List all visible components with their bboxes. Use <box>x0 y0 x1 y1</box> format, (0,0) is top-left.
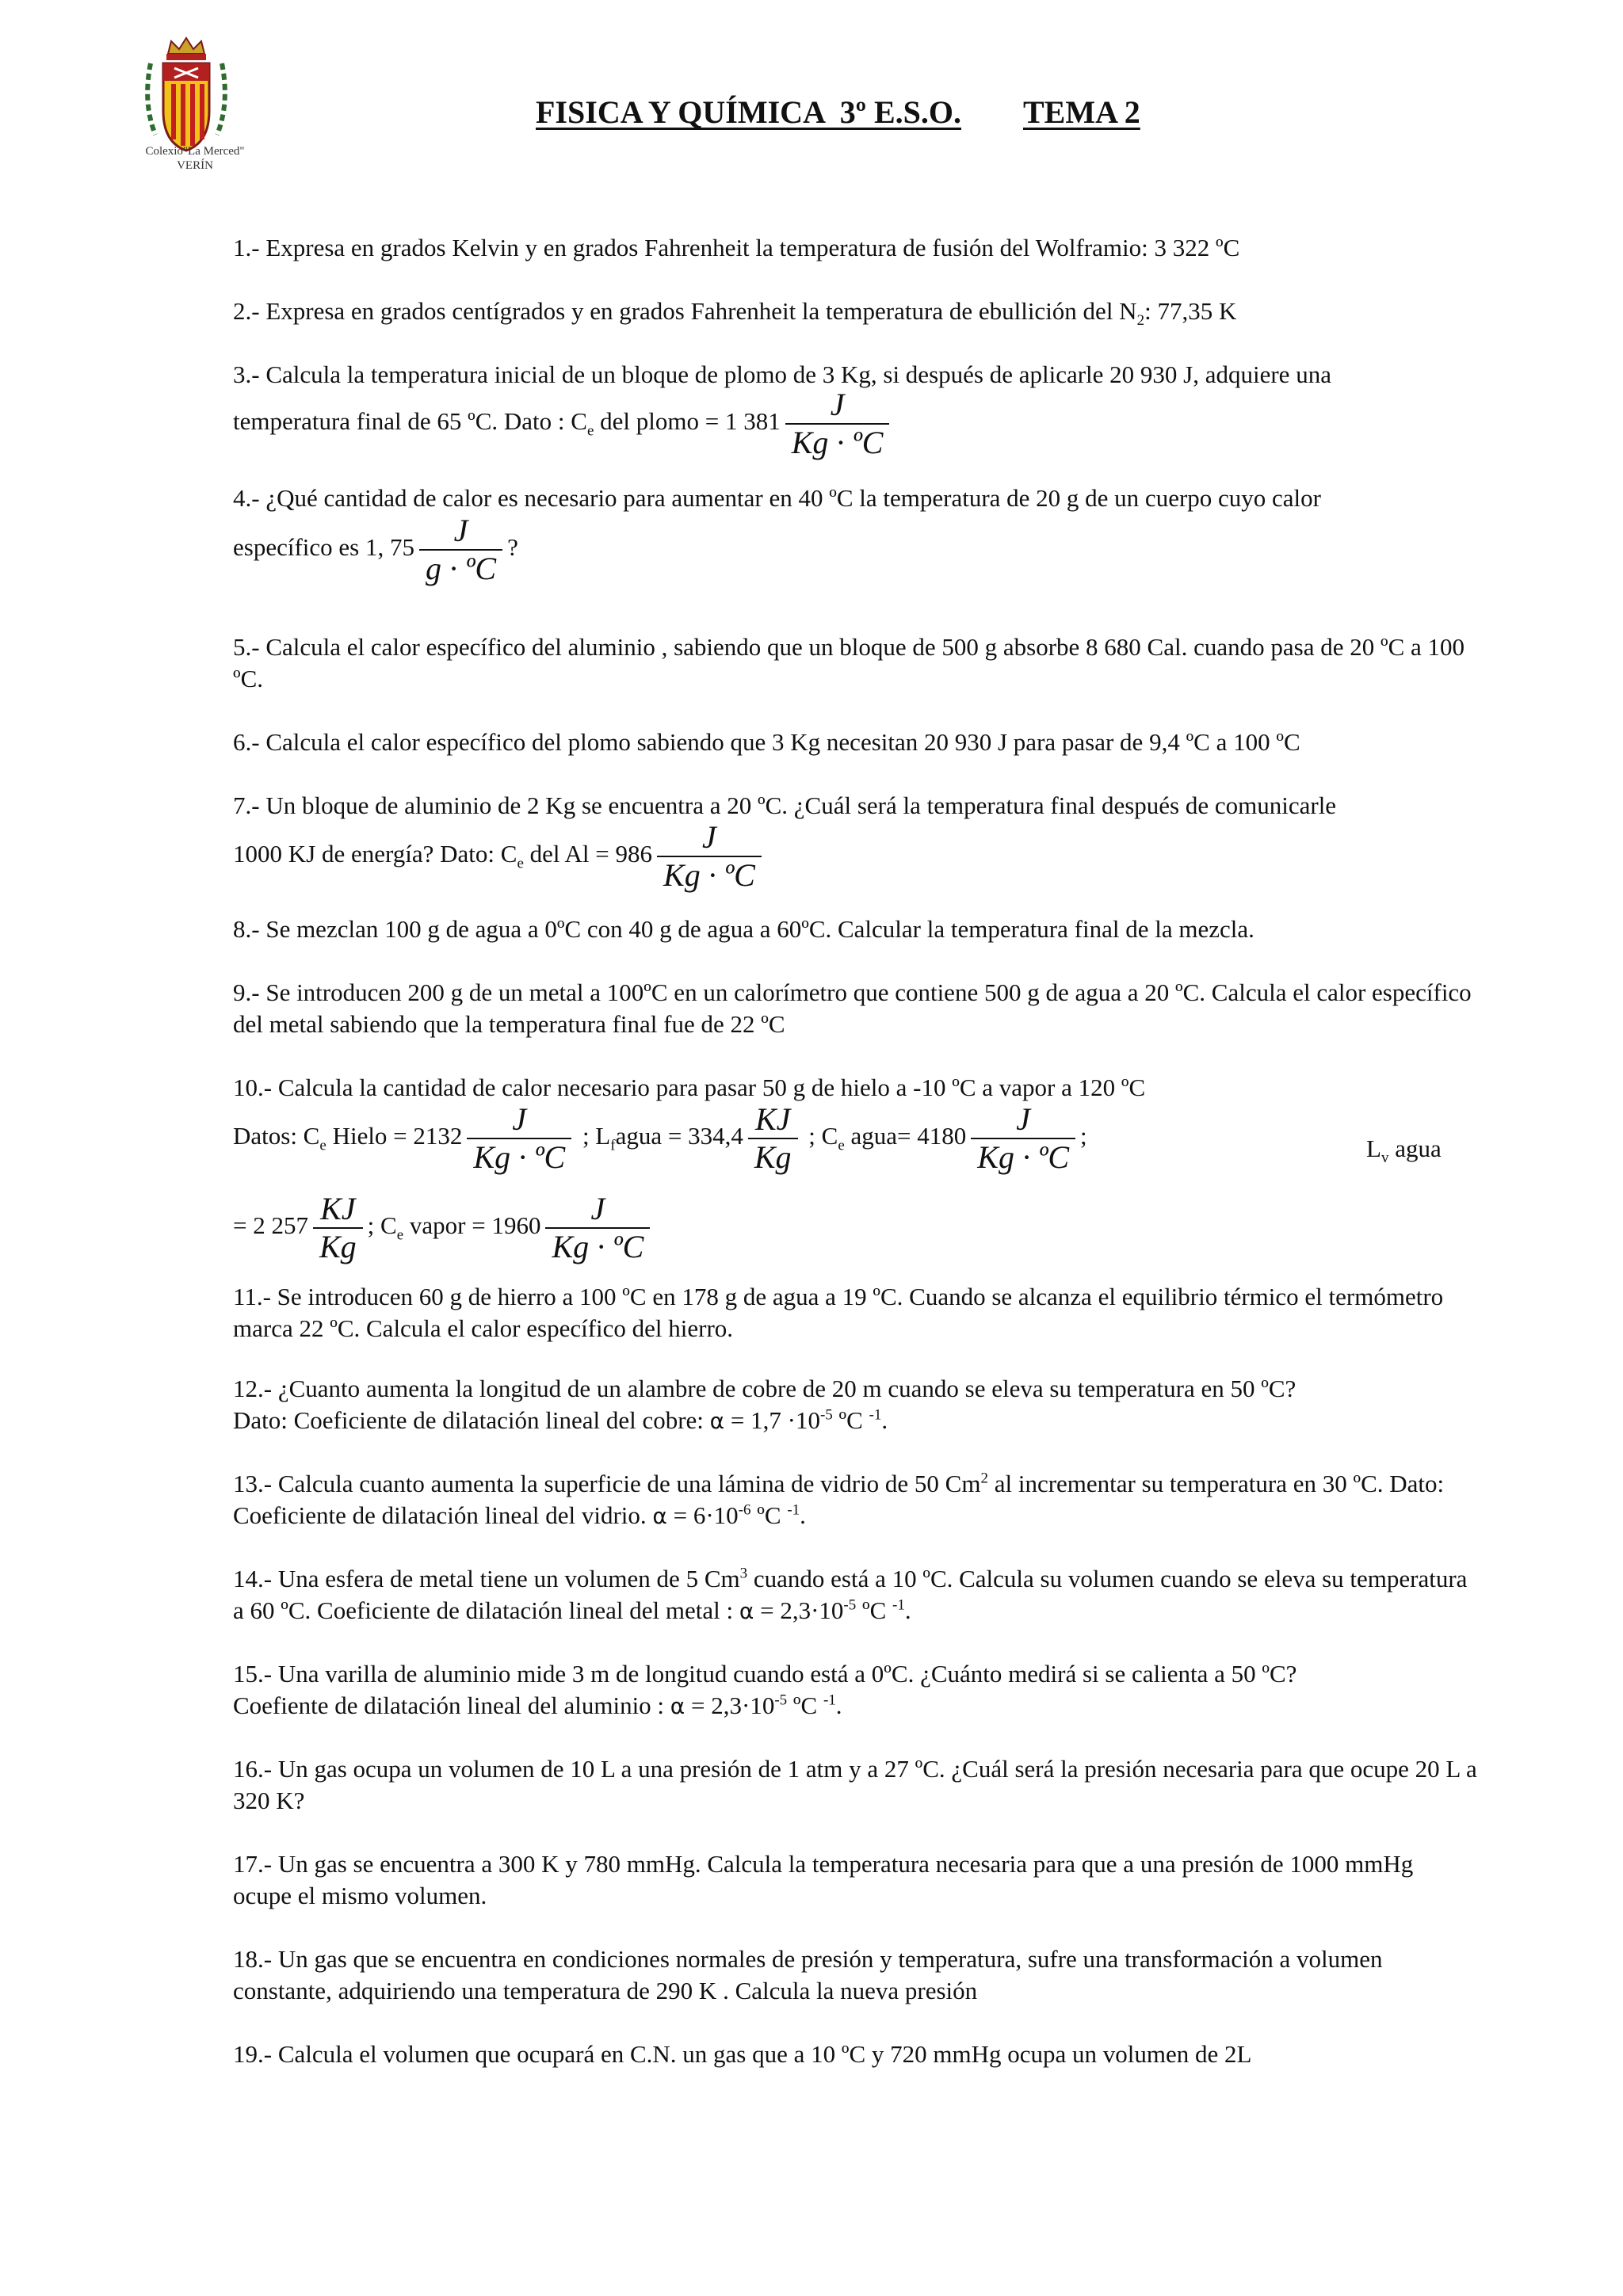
question-10-data-line-2: = 2 257 $\frac{KJ}{Kg}$ ; $C_e$ vapor = 1960 $\frac{J}{\text{Kg · ºC}}$ <box>233 1191 1477 1265</box>
question-10-line-1: 10.- Calcula la cantidad de calor necesario para pasar 50 g de hielo a -10 ºC a vapor a 120 ºC <box>233 1074 1146 1101</box>
question-10-data-line: Datos: $C_e$ Hielo = 2132 $\frac{J}{\text{Kg · ºC}}$ ; $L_fagua = 334,4$ $\frac{KJ}{Kg}$ ; $C_e$ agua= 4180 $\frac{J}{\text{Kg · ºC}}$ ; $L_v$ agua <box>233 1101 1442 1175</box>
question-14: 14.- Una esfera de metal tiene un volumen de 5 Cm$^3$ cuando está a 10 ºC. Calcula su volumen cuando se eleva su temperatura a 60 ºC. Coeficiente de dilatación lineal del metal : $\alpha = 2,3\cdot 10^{-5}$ ºC $^{-1}$. <box>233 1565 1468 1624</box>
question-12: 12.- ¿Cuanto aumenta la longitud de un alambre de cobre de 20 m cuando se eleva su temperatura en 50 ºC? Dato: Coeficiente de dilatación lineal del cobre: $\alpha = 1,7 \cdot 10^{-5}$ ºC $^{-1}$. <box>233 1375 1296 1434</box>
fraction-j-kg-c: $\frac{J}{\text{Kg · ºC}}$ <box>657 819 762 894</box>
question-19: 19.- Calcula el volumen que ocupará en C.N. un gas que a 10 ºC y 720 mmHg ocupa un volumen de 2L <box>233 2040 1252 2068</box>
question-11: 11.- Se introducen 60 g de hierro a 100 ºC en 178 g de agua a 19 ºC. Cuando se alcanza el equilibrio térmico el termómetro marca 22 ºC. Calcula el calor específico del hierro. <box>233 1283 1444 1342</box>
question-3-line-2: temperatura final de 65 ºC. Dato : $C_e$ del plomo = 1 381 $\frac{J}{\text{Kg · ºC}}$ <box>233 387 1477 461</box>
crown-icon <box>166 38 206 60</box>
question-4-line-2: específico es 1, 75 $\frac{J}{\text{g · ºC}}$ ? <box>233 513 518 586</box>
question-13: 13.- Calcula cuanto aumenta la superficie de una lámina de vidrio de 50 Cm$^2$ al incrementar su temperatura en 30 ºC. Dato: Coeficiente de dilatación lineal del vidrio. $\alpha = 6\cdot 10^{-6}$ ºC $^{-1}$. <box>233 1470 1445 1529</box>
question-15: 15.- Una varilla de aluminio mide 3 m de longitud cuando está a 0ºC. ¿Cuánto medirá si se calienta a 50 ºC? Coefiente de dilatación lineal del aluminio : $\alpha = 2,3\cdot 10^{-5}$ ºC $^{-1}$. <box>233 1660 1297 1719</box>
question-9: 9.- Se introducen 200 g de un metal a 100ºC en un calorímetro que contiene 500 g de agua a 20 ºC. Calcula el calor específico del metal sabiendo que la temperatura final fue de 22 ºC <box>233 978 1472 1038</box>
question-1: 1.- Expresa en grados Kelvin y en grados Fahrenheit la temperatura de fusión del Wolframio: 3 322 ºC <box>233 234 1240 261</box>
fraction-j-g-c: $\frac{J}{\text{g · ºC}}$ <box>419 513 502 587</box>
question-4-line-1: 4.- ¿Qué cantidad de calor es necesario para aumentar en 40 ºC la temperatura de 20 g de un cuerpo cuyo calor <box>233 484 1321 512</box>
school-caption <box>132 144 258 173</box>
school-name: Colexio"La Merced" <box>145 145 245 158</box>
question-5: 5.- Calcula el calor específico del aluminio , sabiendo que un bloque de 500 g absorbe 8 680 Cal. cuando pasa de 20 ºC a 100 ºC. <box>233 633 1465 692</box>
question-18: 18.- Un gas que se encuentra en condiciones normales de presión y temperatura, sufre una transformación a volumen constante, adquiriendo una temperatura de 290 K . Calcula la nueva presión <box>233 1945 1383 2004</box>
question-6: 6.- Calcula el calor específico del plomo sabiendo que 3 Kg necesitan 20 930 J para pasar de 9,4 ºC a 100 ºC <box>233 728 1300 756</box>
question-3-line-1: 3.- Calcula la temperatura inicial de un bloque de plomo de 3 Kg, si después de aplicarle 20 930 J, adquiere una <box>233 360 1331 388</box>
fraction-j-kg-c: $\frac{J}{\text{Kg · ºC}}$ <box>785 387 890 461</box>
school-town: VERÍN <box>177 159 213 172</box>
question-2: 2.- Expresa en grados centígrados y en grados Fahrenheit la temperatura de ebullición del $N_2$: 77,35 K <box>233 297 1237 330</box>
question-16: 16.- Un gas ocupa un volumen de 10 L a una presión de 1 atm y a 27 ºC. ¿Cuál será la presión necesaria para que ocupe 20 L a 320 K? <box>233 1755 1477 1814</box>
question-7-line-2: 1000 KJ de energía? Dato: $C_e$ del Al = 986 $\frac{J}{\text{Kg · ºC}}$ <box>233 819 1477 894</box>
page-title <box>536 93 1140 131</box>
title-subject: FISICA Y QUÍMICA 3º E.S.O. <box>536 94 961 130</box>
title-topic: TEMA 2 <box>1023 94 1140 130</box>
question-17: 17.- Un gas se encuentra a 300 K y 780 mmHg. Calcula la temperatura necesaria para que a una presión de 1000 mmHg ocupe el mismo volumen. <box>233 1850 1414 1909</box>
question-8: 8.- Se mezclan 100 g de agua a 0ºC con 40 g de agua a 60ºC. Calcular la temperatura final de la mezcla. <box>233 915 1254 943</box>
question-7-line-1: 7.- Un bloque de aluminio de 2 Kg se encuentra a 20 ºC. ¿Cuál será la temperatura final después de comunicarle <box>233 791 1337 819</box>
